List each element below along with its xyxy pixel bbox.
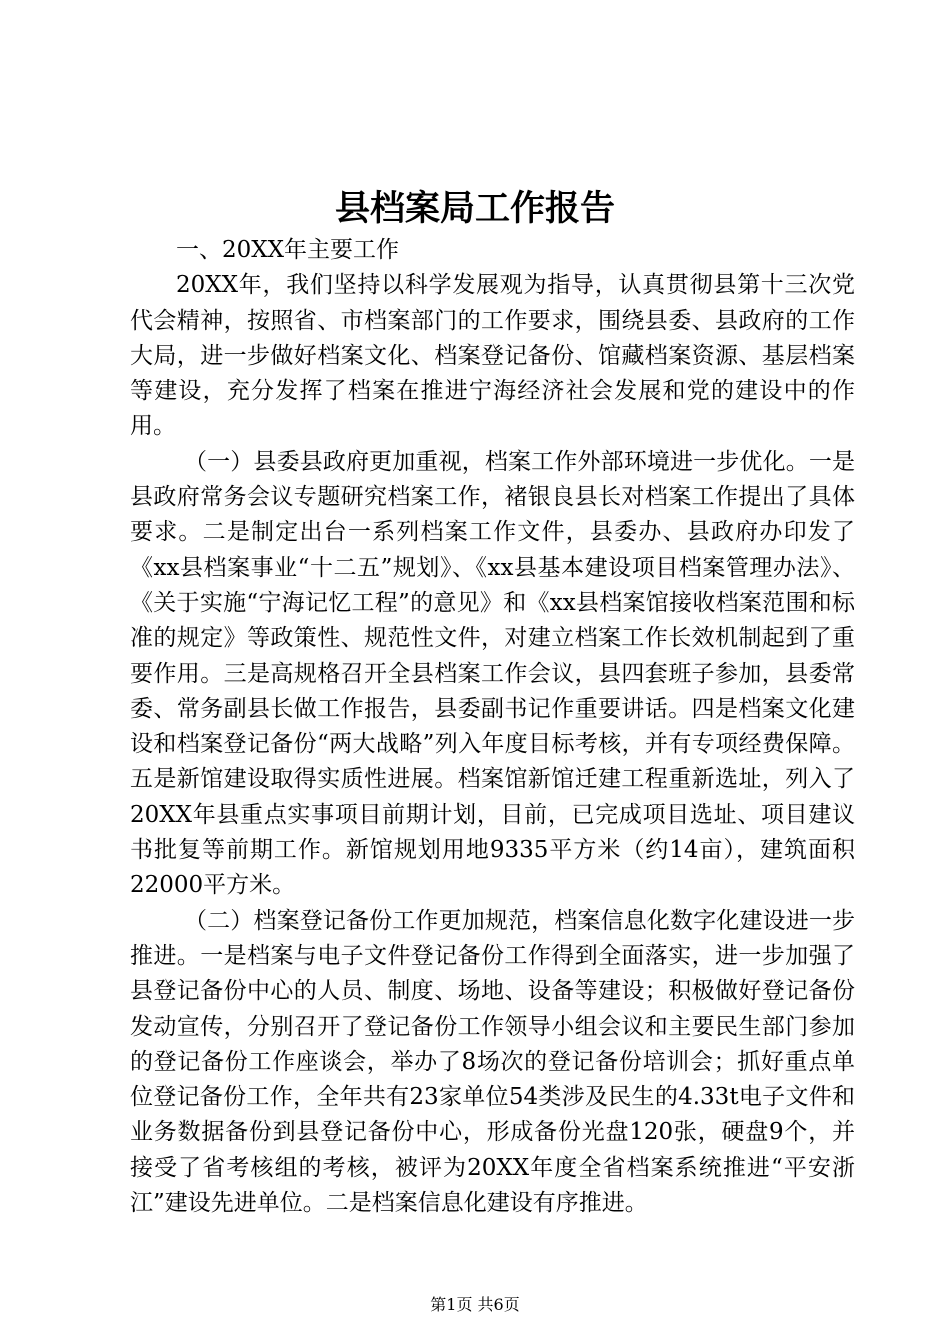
- paragraph-intro: 20XX年，我们坚持以科学发展观为指导，认真贯彻县第十三次党代会精神，按照省、市档案部门的工作要求，围绕县委、县政府的工作大局，进一步做好档案文化、档案登记备份、馆藏档案资源、基层档案等建设，充分发挥了档案在推进宁海经济社会发展和党的建设中的作用。: [130, 272, 855, 440]
- document-body: [130, 233, 855, 1221]
- section-heading: 一、20XX年主要工作: [176, 237, 400, 263]
- paragraph-part-one: （一）县委县政府更加重视，档案工作外部环境进一步优化。一是县政府常务会议专题研究档案工作，褚银良县长对档案工作提出了具体要求。二是制定出台一系列档案工作文件，县委办、县政府办印发了《xx县档案事业“十二五”规划》、《xx县基本建设项目档案管理办法》、《关于实施“宁海记忆工程”的意见》和《xx县档案馆接收档案范围和标准的规定》等政策性、规范性文件，对建立档案工作长效机制起到了重要作用。三是高规格召开全县档案工作会议，县四套班子参加，县委常委、常务副县长做工作报告，县委副书记作重要讲话。四是档案文化建设和档案登记备份“两大战略”列入年度目标考核，并有专项经费保障。五是新馆建设取得实质性进展。档案馆新馆迁建工程重新选址，列入了20XX年县重点实事项目前期计划，目前，已完成项目选址、项目建议书批复等前期工作。新馆规划用地9335平方米（约14亩），建筑面积22000平方米。: [130, 448, 855, 899]
- page-number-footer: 第1页 共6页: [430, 1295, 520, 1314]
- document-title: 县档案局工作报告: [334, 188, 615, 229]
- paragraph-part-two: （二）档案登记备份工作更加规范，档案信息化数字化建设进一步推进。一是档案与电子文件登记备份工作得到全面落实，进一步加强了县登记备份中心的人员、制度、场地、设备等建设；积极做好登记备份发动宣传，分别召开了登记备份工作领导小组会议和主要民生部门参加的登记备份工作座谈会，举办了8场次的登记备份培训会；抓好重点单位登记备份工作，全年共有23家单位54类涉及民生的4.33t电子文件和业务数据备份到县登记备份中心，形成备份光盘120张，硬盘9个，并接受了省考核组的考核，被评为20XX年度全省档案系统推进“平安浙江”建设先进单位。二是档案信息化建设有序推进。: [130, 907, 855, 1217]
